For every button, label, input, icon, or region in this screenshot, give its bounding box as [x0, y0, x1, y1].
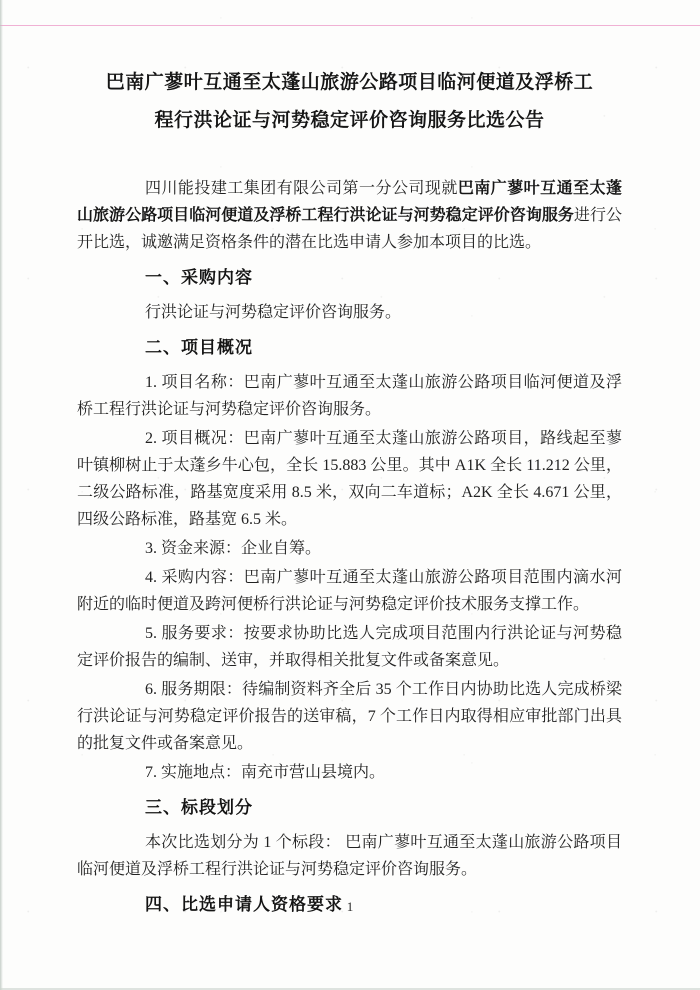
document-title-line-1: 巴南广蓼叶互通至太蓬山旅游公路项目临河便道及浮桥工	[105, 72, 594, 93]
section-3-paragraph: 本次比选划分为 1 个标段： 巴南广蓼叶互通至太蓬山旅游公路项目临河便道及浮桥工程行洪论证与河势稳定评价咨询服务。	[77, 834, 622, 878]
intro-project-name-emphasis: 巴南广蓼叶互通至太蓬山旅游公路项目临河便道及浮桥工程行洪论证与河势稳定评价咨询服务	[77, 180, 622, 224]
numbered-item-funding-source: 3. 资金来源：企业自筹。	[145, 540, 322, 557]
numbered-item-project-overview: 2. 项目概况：巴南广蓼叶互通至太蓬山旅游公路项目，路线起至蓼叶镇柳树止于太蓬乡牛心包，全长 15.883 公里。其中 A1K 全长 11.212 公里，二级公路标准，路基宽度采用 8.5 米，双向二车道标；A2K 全长 4.671 公里，四级公路标准，路基宽 6.5 米。	[77, 430, 622, 528]
document-content	[77, 0, 622, 926]
intro-paragraph	[77, 175, 622, 256]
numbered-item-service-requirements: 5. 服务要求：按要求协助比选人完成项目范围内行洪论证与河势稳定评价报告的编制、送审，并取得相关批复文件或备案意见。	[77, 625, 622, 669]
section-heading-procurement-content: 一、采购内容	[145, 268, 253, 287]
scan-artifact-left-edge	[0, 0, 3, 990]
document-title-line-2: 程行洪论证与河势稳定评价咨询服务比选公告	[154, 110, 545, 131]
section-heading-project-overview: 二、项目概况	[145, 338, 253, 357]
page-number: 1	[346, 899, 354, 914]
intro-prefix: 四川能投建工集团有限公司第一分公司现就	[145, 180, 458, 197]
numbered-item-implementation-location: 7. 实施地点：南充市营山县境内。	[145, 764, 386, 781]
numbered-item-project-name: 1. 项目名称：巴南广蓼叶互通至太蓬山旅游公路项目临河便道及浮桥工程行洪论证与河势稳定评价咨询服务。	[77, 374, 622, 418]
section-1-paragraph: 行洪论证与河势稳定评价咨询服务。	[145, 304, 402, 321]
section-heading-bid-section-division: 三、标段划分	[145, 798, 253, 817]
numbered-item-procurement-content: 4. 采购内容：巴南广蓼叶互通至太蓬山旅游公路项目范围内滴水河附近的临时便道及跨河便桥行洪论证与河势稳定评价技术服务支撑工作。	[77, 569, 622, 613]
numbered-item-service-period: 6. 服务期限：待编制资料齐全后 35 个工作日内协助比选人完成桥梁行洪论证与河势稳定评价报告的送审稿，7 个工作日内取得相应审批部门出具的批复文件或备案意见。	[77, 681, 622, 752]
intro-suffix: 进行公开比选，诚邀满足资格条件的潜在比选申请人参加本项目的比选。	[77, 207, 622, 251]
section-heading-applicant-qualifications: 四、比选申请人资格要求	[145, 895, 343, 914]
document-title	[77, 64, 622, 140]
